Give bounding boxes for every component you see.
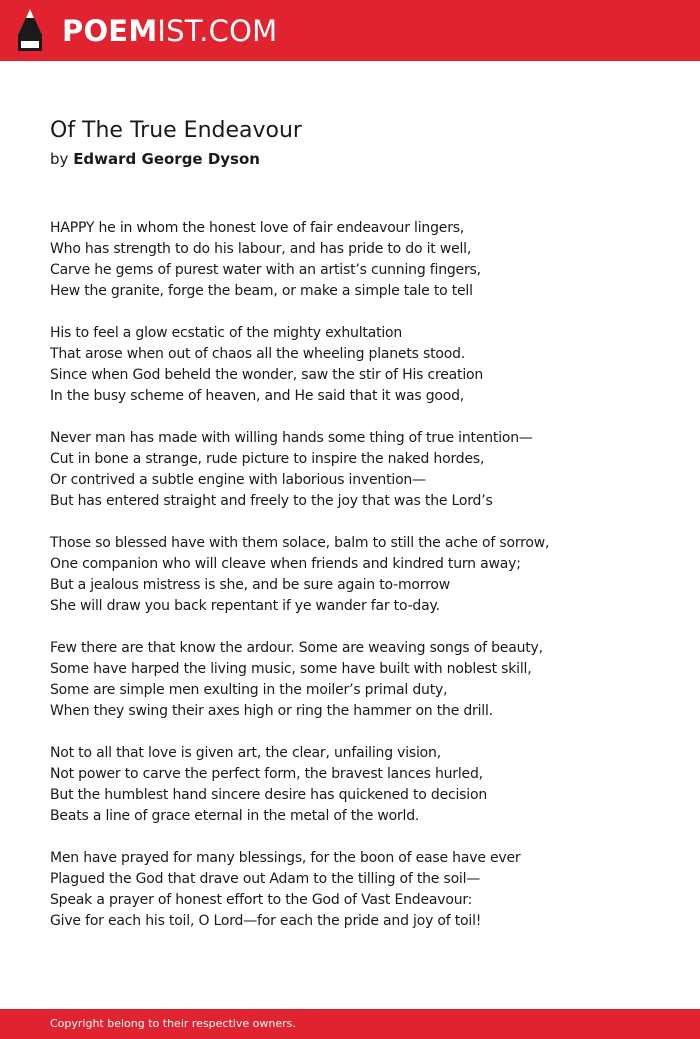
poem-line: But a jealous mistress is she, and be sure again to-morrow [50,577,450,593]
stanza [50,428,670,512]
poem-line: Beats a line of grace eternal in the metal of the world. [50,808,420,824]
poem-title: Of The True Endeavour [50,118,302,143]
poem-line: Hew the granite, forge the beam, or make a simple tale to tell [50,283,473,299]
poem-line: In the busy scheme of heaven, and He said that it was good, [50,388,465,404]
site-header [0,0,700,61]
poem-line: Men have prayed for many blessings, for the boon of ease have ever [50,850,521,866]
stanza [50,533,670,617]
poem-line: One companion who will cleave when friends and kindred turn away; [50,556,521,572]
poem-line: Since when God beheld the wonder, saw the stir of His creation [50,367,484,383]
poem-line: Cut in bone a strange, rude picture to inspire the naked hordes, [50,451,485,467]
poem-line: Plagued the God that drave out Adam to the tilling of the soil— [50,871,481,887]
poem-line: HAPPY he in whom the honest love of fair endeavour lingers, [50,220,465,236]
poem-line: Carve he gems of purest water with an artist’s cunning fingers, [50,262,481,278]
copyright-text: Copyright belong to their respective owners. [50,1017,296,1030]
poem-body [50,218,670,953]
site-logo[interactable] [62,12,277,50]
poem-line: Not to all that love is given art, the clear, unfailing vision, [50,745,441,761]
poem-line: But the humblest hand sincere desire has quickened to decision [50,787,487,803]
poem-line: Who has strength to do his labour, and has pride to do it well, [50,241,472,257]
stanza [50,743,670,827]
logo-light-text: IST.COM [157,14,278,48]
poem-line: When they swing their axes high or ring the hammer on the drill. [50,703,493,719]
poem-line: Few there are that know the ardour. Some are weaving songs of beauty, [50,640,543,656]
poem-line: Some are simple men exulting in the moiler’s primal duty, [50,682,448,698]
poem-line: Those so blessed have with them solace, balm to still the ache of sorrow, [50,535,550,551]
poem-line: Never man has made with willing hands some thing of true intention— [50,430,533,446]
poem-line: Or contrived a subtle engine with laborious invention— [50,472,426,488]
byline [50,149,260,169]
site-footer [0,1009,700,1039]
stanza [50,638,670,722]
stanza [50,218,670,302]
poem-line: Give for each his toil, O Lord—for each the pride and joy of toil! [50,913,482,929]
poem-line: She will draw you back repentant if ye wander far to-day. [50,598,440,614]
logo-bold-text: POEM [62,14,158,48]
poem-line: That arose when out of chaos all the wheeling planets stood. [50,346,466,362]
poem-line: Not power to carve the perfect form, the bravest lances hurled, [50,766,483,782]
stanza [50,323,670,407]
poem-line: His to feel a glow ecstatic of the mighty exhultation [50,325,403,341]
author-name: Edward George Dyson [73,150,260,168]
by-label: by [50,150,69,168]
pencil-icon [18,9,42,51]
poem-line: Speak a prayer of honest effort to the God of Vast Endeavour: [50,892,473,908]
poem-line: But has entered straight and freely to the joy that was the Lord’s [50,493,493,509]
poem-line: Some have harped the living music, some have built with noblest skill, [50,661,532,677]
stanza [50,848,670,932]
